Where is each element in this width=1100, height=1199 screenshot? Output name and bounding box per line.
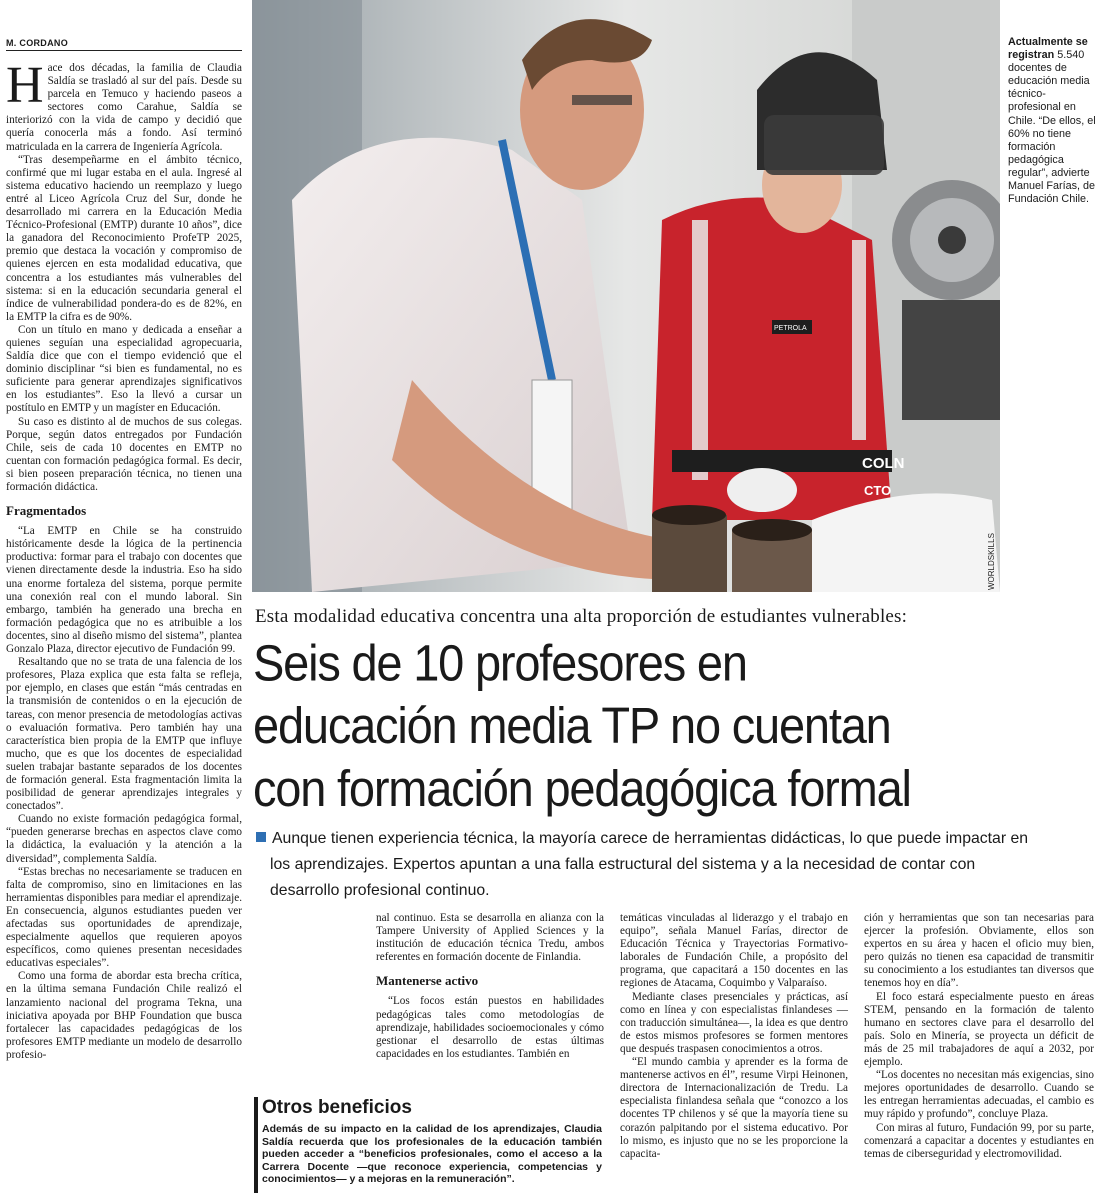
caption-text: 5.540 docentes de educación media técnico-profesional en Chile. “De ellos, el 60% no tiene formación pedagógica regular”, advierte Manuel Farías, de Fundación Chile. (1008, 49, 1096, 206)
paragraph-7: Cuando no existe formación pedagógica formal, “pueden generarse brechas en aspectos clave como la didáctica, la evaluación y la atención a la diversidad”, complementa Saldía. (6, 813, 242, 865)
col4-paragraph-2: El foco estará especialmente puesto en áreas STEM, pensando en la formación de talento humano en sectores clave para el desarrollo del país. Solo en Minería, se proyecta un déficit de más de 25 mil trabajadores de aquí a 2032, por ejemplo. (864, 990, 1094, 1069)
deck (256, 826, 1098, 904)
headline-line-1: Seis de 10 profesores en (253, 634, 747, 692)
col2-paragraph-1: nal continuo. Esta se desarrolla en alianza con la Tampere University of Applied Sciences y la institución de educación técnica Tredu, ambos referentes en formación docente de Finlandia. (376, 912, 604, 964)
byline: M. CORDANO (6, 38, 68, 48)
sidebar-rule (254, 1097, 258, 1193)
otros-beneficios-box (262, 1097, 602, 1186)
paragraph-3: Con un título en mano y dedicada a enseñar a quienes seguían una especialidad agropecuaria, Saldía dice que con el tiempo evidenció que el dominio disciplinar “si bien es fundamental, no es suficiente para generar aprendizajes significativos en los estudiantes”. Eso la llevó a cursar un postítulo en EMTP y un magíster en Educación. (6, 323, 242, 415)
col4-paragraph-1: ción y herramientas que son tan necesarias para ejercer la profesión. Obviamente, ellos son expertos en su área y hacen el oficio muy bien, pero quizás no tienen esa capacidad de transmitir su conocimiento a los estudiantes tan diversos que tenemos hoy en día”. (864, 912, 1094, 990)
headline-line-3: con formación pedagógica formal (253, 759, 911, 817)
headline (253, 632, 1098, 820)
col4-paragraph-4: Con miras al futuro, Fundación 99, por su parte, comenzará a capacitar a docentes y estudiantes en temas de ciberseguridad y electromovilidad. (864, 1121, 1094, 1160)
bullet-square-icon (256, 832, 266, 842)
col4-paragraph-3: “Los docentes no necesitan más exigencias, sino mejores oportunidades de desarrollo. Cuando se les entregan herramientas adecuadas, el cambio es muy rápido y profundo”, concluye Plaza. (864, 1069, 1094, 1121)
subhead-mantenerse-activo: Mantenerse activo (376, 973, 479, 989)
column-2 (376, 912, 604, 1061)
col3-paragraph-1: temáticas vinculadas al liderazgo y el trabajo en equipo”, señala Manuel Farías, director de Educación Técnica y Trayectorias Formativo-laborales de Fundación Chile, a propósito del programa, que capacitará a 150 docentes en las regiones de Atacama, Coquimbo y Valparaíso. (620, 912, 848, 990)
box-title: Otros beneficios (262, 1097, 412, 1118)
paragraph-1: Hace dos décadas, la familia de Claudia Saldía se trasladó al sur del país. Desde su parcela en Temuco y haciendo paseos a sectores como Carahue, Saldía se interiorizó con la vida de campo y decidió que quería conocerla más a fondo. Así terminó matriculada en la carrera de Ingeniería Agrícola. (6, 57, 242, 153)
paragraph-5: “La EMTP en Chile se ha construido históricamente desde la lógica de la pertinencia productiva: formar para el trabajo con docentes que vienen directamente desde la industria. Eso ha sido una enorme fortaleza del sistema, porque permite una conexión real con el mundo laboral. Sin embargo, también ha generado una brecha en formación pedagógica que no es atribuible a los docentes, sino al diseño mismo del sistema”, plantea Gonzalo Plaza, director ejecutivo de Fundación 99. (6, 525, 242, 656)
col2-paragraph-2: “Los focos están puestos en habilidades pedagógicas tales como metodologías de aprendizaje, habilidades socioemocionales y cómo gestionar el desarrollo de estas últimas capacidades en los estudiantes. También en (376, 995, 604, 1060)
col3-paragraph-3: “El mundo cambia y aprender es la forma de mantenerse activos en él”, resume Virpi Heinonen, directora de Internacionalización de Tredu. La especialista finlandesa señala que “conozco a los docentes TP chilenos y sé que la mayoría tiene su corazón palpitando por el sistema educativo. Por lo mismo, es injusto que no se les proporcione la capacita- (620, 1056, 848, 1160)
subhead-fragmentados: Fragmentados (6, 503, 87, 519)
photo-illustration (252, 0, 1000, 592)
headline-line-2: educación media TP no cuentan (253, 696, 891, 755)
patch-text-2: CTO (864, 483, 892, 498)
caption-lead: Actualmente se registran (1008, 36, 1088, 62)
news-photo (252, 0, 1000, 592)
photo-credit: WORLDSKILLS (987, 533, 996, 590)
kicker: Esta modalidad educativa concentra una alta proporción de estudiantes vulnerables: (255, 606, 908, 627)
paragraph-4: Su caso es distinto al de muchos de sus colegas. Porque, según datos entregados por Fundación Chile, seis de cada 10 docentes en EMTP no cuentan con formación pedagógica formal. Es decir, si bien poseen preparación técnica, no tienen una formación didáctica. (6, 415, 242, 493)
deck-line-1: Aunque tienen experiencia técnica, la mayoría carece de herramientas didácticas, lo que puede impactar en (256, 826, 1098, 852)
paragraph-8: “Estas brechas no necesariamente se traducen en falta de compromiso, sino en limitaciones en las herramientas disponibles para mediar el aprendizaje. En consecuencia, algunos estudiantes pueden ver afectadas sus oportunidades de aprendizaje, especialmente aquellos que requieren apoyos específicos, como quienes presentan necesidades educativas especiales”. (6, 865, 242, 970)
col3-paragraph-2: Mediante clases presenciales y prácticas, así como en línea y con especialistas finlandeses —con traducción simultánea—, la idea es que dentro de estos mismos profesores se formen mentores que después traspasen conocimientos a otros. (620, 990, 848, 1055)
column-4 (864, 912, 1094, 1161)
paragraph-2: “Tras desempeñarme en el ámbito técnico, confirmé que mi lugar estaba en el aula. Ingresé al sistema educativo haciendo un reemplazo y luego entré al Liceo Agrícola Cruz del Sur, donde he desarrollado mi carrera en la Educación Media Técnico-Profesional (EMTP) durante 10 años”, dice la ganadora del Reconocimiento ProfeTP 2025, premio que destaca la vocación y compromiso de quienes ejercen en esta modalidad educativa, que concentra a los estudiantes más vulnerables del sistema: si en la educación secundaria general el índice de vulnerabilidad pondera-do es de 82%, en la EMTP la cifra es de 90%. (6, 153, 242, 323)
byline-rule (6, 50, 242, 51)
logo-patch: PETROLA (774, 325, 807, 332)
drop-cap: H (6, 57, 44, 114)
column-3 (620, 912, 848, 1161)
patch-text: COLN (862, 455, 905, 472)
paragraph-6: Resaltando que no se trata de una falencia de los profesores, Plaza explica que esta falta se refleja, por ejemplo, en clases que están “más centradas en la transmisión de contenidos o en la ejecución de tareas, con menor presencia de metodologías activas o evaluación formativa. Pero también hay una característica bien propia de la EMTP que influye mucho, que es que los docentes de especialidad suelen trabajar bastante separados de los docentes de formación general. Esta fragmentación limita la posibilidad de generar aprendizajes integrales y conectados”. (6, 656, 242, 813)
paragraph-9: Como una forma de abordar esta brecha crítica, en la última semana Fundación Chile realizó el lanzamiento nacional del programa Tekna, una iniciativa apoyada por BHP Foundation que busca fortalecer las capacidades pedagógicas de los profesores EMTP mediante un modelo de desarrollo profesio- (6, 970, 242, 1061)
deck-line-3: desarrollo profesional continuo. (270, 882, 490, 899)
photo-caption (1008, 36, 1096, 206)
deck-line-2: los aprendizajes. Expertos apuntan a una falla estructural del sistema y a la necesidad de contar con (270, 856, 976, 873)
box-text: Además de su impacto en la calidad de los aprendizajes, Claudia Saldía recuerda que los profesionales de la educación también pueden acceder a “beneficios profesionales, como el acceso a la Carrera Docente —que reconoce experiencia, competencias y conocimientos— y a mejoras en la remuneración”. (262, 1123, 602, 1186)
left-column (6, 57, 242, 1062)
